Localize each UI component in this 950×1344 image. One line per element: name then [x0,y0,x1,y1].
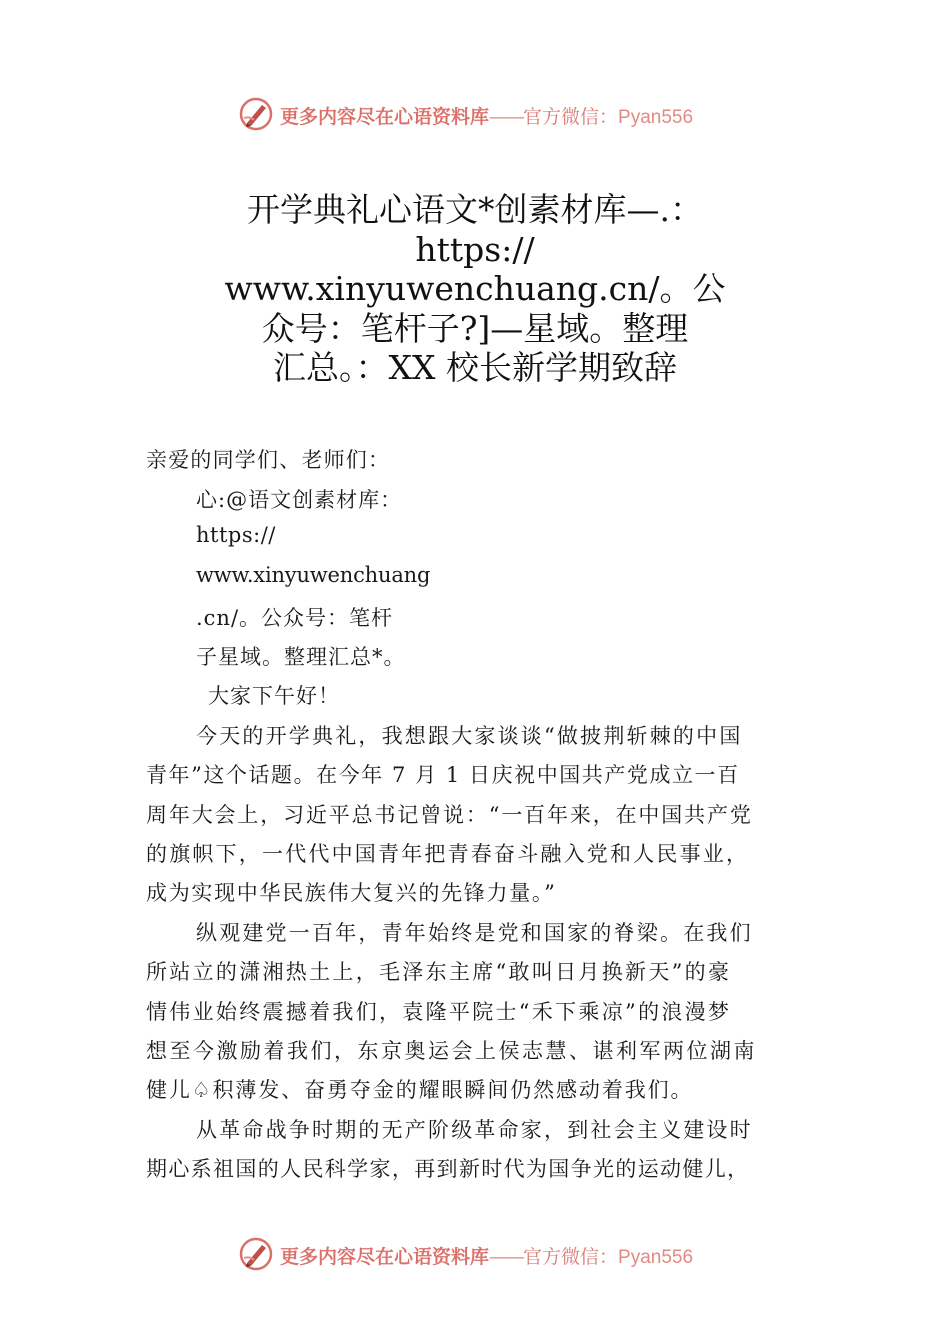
watermark-line: https:// [196,523,276,547]
salutation: 亲爱的同学们、老师们： [146,448,391,472]
banner-brand: 更多内容尽在心语资料库 [280,1246,490,1268]
paragraph-line: 青年”这个话题。在今年 7 月 1 日庆祝中国共产党成立一百 [146,763,740,787]
paragraph-line: 想至今激励着我们，东京奥运会上侯志慧、谌利军两位湖南 [146,1039,757,1063]
document-title [150,190,800,388]
banner-separator: —— [489,1246,524,1268]
watermark-line: 心:@语文创素材库： [196,488,403,512]
paragraph-line: 从革命战争时期的无产阶级革命家，到社会主义建设时 [196,1118,753,1142]
paragraph-line: 期心系祖国的人民科学家，再到新时代为国争光的运动健儿， [146,1157,750,1181]
paragraph-line: 的旗帜下，一代代中国青年把青春奋斗融入党和人民事业， [146,842,750,866]
banner-brand: 更多内容尽在心语资料库 [280,106,490,128]
paragraph-line: 情伟业始终震撼着我们，袁隆平院士“禾下乘凉”的浪漫梦 [146,1000,732,1024]
paragraph-line: 健儿♤积薄发、奋勇夺金的耀眼瞬间仍然感动着我们。 [146,1078,694,1102]
title-line: 汇总。：XX 校长新学期致辞 [273,348,677,387]
pen-on-paper-icon [238,96,274,132]
pen-on-paper-icon [238,1236,274,1272]
paragraph-line: 成为实现中华民族伟大复兴的先锋力量。” [146,881,557,905]
title-line: 众号：笔杆子?]—星域。整理 [261,308,689,348]
paragraph-line: 周年大会上，习近平总书记曾说：“一百年来，在中国共产党 [146,803,753,827]
banner-wechat-id: Pyan556 [618,107,694,128]
banner-text [280,102,693,129]
paragraph-line: 今天的开学典礼，我想跟大家谈谈“做披荆斩棘的中国 [196,724,743,748]
title-line: www.xinyuwenchuang.cn/。公 [224,269,726,308]
banner-separator: —— [489,106,524,128]
title-line: https:// [415,229,535,269]
watermark-line: www.xinyuwenchuang [196,563,431,587]
banner-wechat-id: Pyan556 [618,1247,694,1268]
header-banner [0,94,950,134]
greeting: 大家下午好！ [208,684,340,708]
banner-wechat-label: 官方微信： [523,1246,619,1268]
watermark-line: .cn/。公众号：笔杆 [196,606,394,630]
paragraph-line: 纵观建党一百年，青年始终是党和国家的脊梁。在我们 [196,921,753,945]
banner-wechat-label: 官方微信： [523,106,619,128]
title-line: 开学典礼心语文*创素材库—.： [247,190,703,229]
watermark-line: 子星域。整理汇总*。 [196,645,406,669]
banner-text [280,1242,693,1269]
paragraph-line: 所站立的潇湘热土上，毛泽东主席“敢叫日月换新天”的豪 [146,960,732,984]
footer-banner [0,1234,950,1274]
